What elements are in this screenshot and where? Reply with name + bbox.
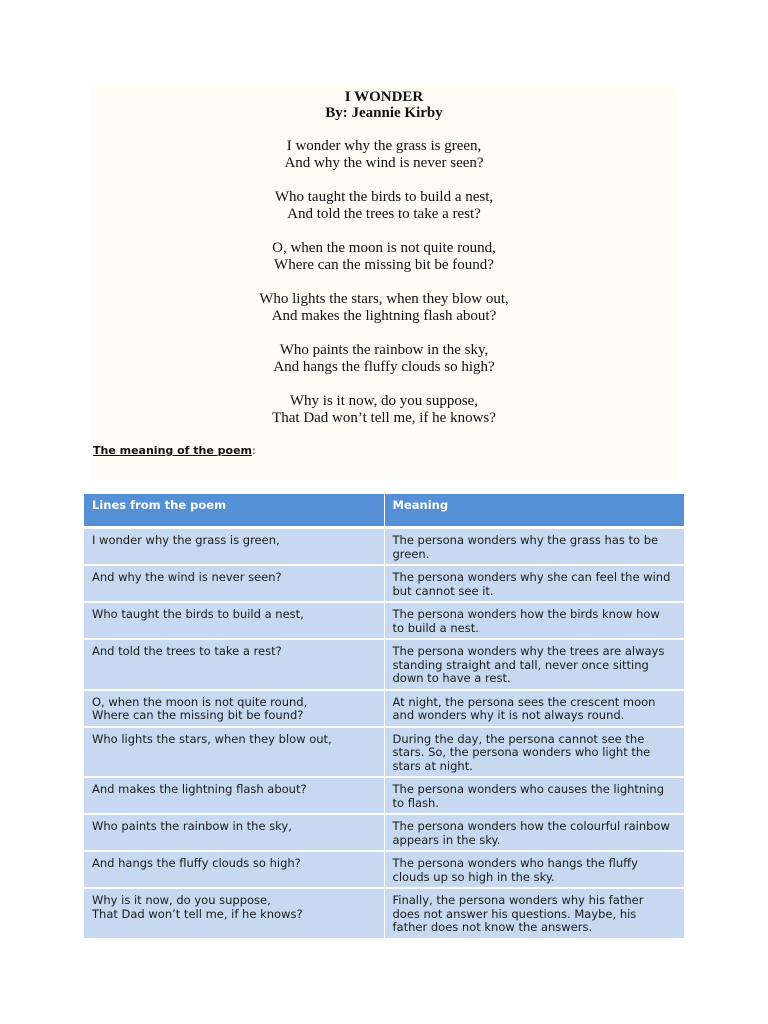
meaning-text: The persona wonders why the trees are always	[392, 644, 665, 658]
meaning-text: standing straight and tall, never once sitting	[392, 657, 649, 672]
poem-line: And hangs the fluffy clouds so high?	[273, 359, 495, 375]
meaning-text: down to have a rest.	[392, 671, 511, 685]
poem-line-text: Where can the missing bit be found?	[92, 708, 304, 722]
poem-line-text: Why is it now, do you suppose,	[92, 893, 271, 907]
poem-line-text: That Dad won’t tell me, if he knows?	[92, 906, 303, 921]
meaning-text: to build a nest.	[392, 620, 479, 635]
poem-line-text: Who taught the birds to build a nest,	[92, 607, 304, 621]
meaning-cell	[384, 565, 684, 602]
header-meaning: Meaning	[384, 494, 684, 528]
meaning-table	[84, 494, 684, 940]
poem-section	[91, 86, 677, 480]
poem-line-text: O, when the moon is not quite round,	[92, 694, 308, 709]
meaning-cell	[384, 602, 684, 639]
meaning-text: stars. So, the persona wonders who light the	[392, 745, 651, 759]
meaning-heading	[93, 444, 256, 457]
meaning-cell	[384, 888, 684, 939]
meaning-heading-text: The meaning of the poem	[93, 444, 253, 457]
poem-stanzas	[91, 138, 677, 427]
table-body	[84, 528, 684, 939]
meaning-text: green.	[392, 546, 430, 561]
poem-line: And why the wind is never seen?	[284, 155, 484, 171]
poem-stanza	[91, 291, 677, 325]
table-row	[84, 727, 684, 778]
poem-stanza	[91, 189, 677, 223]
poem-line: Who taught the birds to build a nest,	[274, 189, 494, 205]
meaning-text: During the day, the persona cannot see the	[392, 731, 645, 746]
meaning-text: but cannot see it.	[392, 583, 494, 598]
table-row	[84, 528, 684, 566]
poem-line: Who paints the rainbow in the sky,	[279, 342, 489, 358]
poem-title: I WONDER	[344, 89, 424, 105]
meaning-cell	[384, 814, 684, 851]
poem-line-text: And makes the lightning flash about?	[92, 782, 307, 796]
table-row	[84, 814, 684, 851]
meaning-cell	[384, 851, 684, 888]
meaning-cell	[384, 777, 684, 814]
meaning-cell	[384, 727, 684, 778]
poem-line-cell	[84, 888, 384, 939]
poem-author: By: Jeannie Kirby	[325, 105, 443, 121]
table-row	[84, 602, 684, 639]
poem-line-text: Who lights the stars, when they blow out,	[92, 731, 332, 746]
table-row	[84, 565, 684, 602]
meaning-text: father does not know the answers.	[392, 920, 593, 934]
meaning-text: The persona wonders who hangs the fluffy	[392, 856, 638, 870]
poem-line-text: I wonder why the grass is green,	[92, 533, 280, 547]
poem-line: That Dad won’t tell me, if he knows?	[272, 410, 496, 426]
poem-line-cell	[84, 565, 384, 602]
poem-line: Who lights the stars, when they blow out,	[259, 291, 509, 307]
poem-line-cell	[84, 814, 384, 851]
poem-line: And told the trees to take a rest?	[287, 206, 481, 222]
table-row	[84, 777, 684, 814]
meaning-text: and wonders why it is not always round.	[392, 708, 625, 722]
meaning-text: The persona wonders who causes the lightning	[392, 782, 664, 796]
meaning-text: does not answer his questions. Maybe, his	[392, 906, 637, 921]
meaning-text: clouds up so high in the sky.	[392, 869, 555, 884]
poem-line-cell	[84, 777, 384, 814]
poem-line-cell	[84, 639, 384, 690]
table-header-row	[84, 494, 684, 528]
poem-stanza	[91, 240, 677, 274]
poem-line: And makes the lightning flash about?	[271, 308, 497, 324]
table-row	[84, 639, 684, 690]
poem-stanza	[91, 393, 677, 427]
poem-line-cell	[84, 602, 384, 639]
meaning-text: appears in the sky.	[392, 832, 501, 847]
meaning-heading-colon: :	[252, 444, 256, 457]
meaning-text: Finally, the persona wonders why his father	[392, 893, 644, 907]
table-row	[84, 690, 684, 727]
poem-line: I wonder why the grass is green,	[286, 138, 482, 154]
meaning-text: The persona wonders why the grass has to be	[392, 533, 659, 547]
poem-line: Where can the missing bit be found?	[274, 257, 494, 273]
poem-stanza	[91, 138, 677, 172]
meaning-text: stars at night.	[392, 758, 473, 773]
poem-line-cell	[84, 727, 384, 778]
meaning-text: The persona wonders why she can feel the wind	[392, 570, 671, 584]
poem-line-text: And why the wind is never seen?	[92, 570, 282, 584]
meaning-cell	[384, 690, 684, 727]
poem-line-cell	[84, 690, 384, 727]
poem-stanza	[91, 342, 677, 376]
meaning-cell	[384, 528, 684, 566]
table-row	[84, 851, 684, 888]
poem-line: O, when the moon is not quite round,	[272, 240, 496, 256]
meaning-text: The persona wonders how the birds know how	[392, 607, 660, 621]
meaning-text: At night, the persona sees the crescent moon	[392, 694, 656, 709]
meaning-text: to flash.	[392, 795, 439, 810]
meaning-cell	[384, 639, 684, 690]
poem-line-text: Who paints the rainbow in the sky,	[92, 819, 292, 833]
poem-line-text: And told the trees to take a rest?	[92, 644, 282, 658]
table-row	[84, 888, 684, 939]
header-lines: Lines from the poem	[84, 494, 384, 528]
poem-line-cell	[84, 851, 384, 888]
poem-line-cell	[84, 528, 384, 566]
poem-line-text: And hangs the fluffy clouds so high?	[92, 856, 301, 870]
poem-line: Why is it now, do you suppose,	[289, 393, 479, 409]
meaning-text: The persona wonders how the colourful rainbow	[392, 819, 670, 833]
